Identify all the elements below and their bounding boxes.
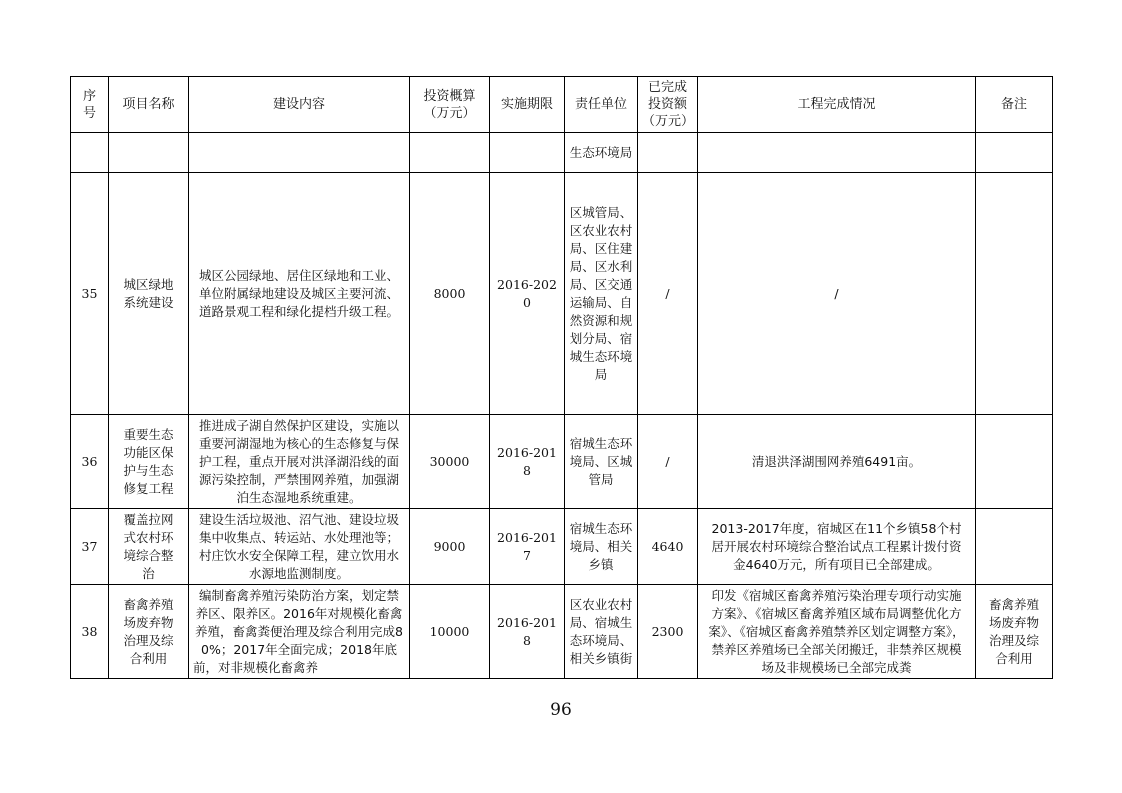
row-completed: 4640 [638, 509, 698, 585]
row-period [490, 133, 565, 173]
row-unit: 生态环境局 [565, 133, 638, 173]
table-row [71, 415, 1053, 509]
header-period: 实施期限 [490, 77, 565, 133]
row-completed: 2300 [638, 585, 698, 679]
table-header-row [71, 77, 1053, 133]
row-name [109, 133, 189, 173]
row-period: 2016-2020 [490, 173, 565, 415]
row-status: / [698, 173, 976, 415]
header-completed: 已完成 投资额 （万元） [638, 77, 698, 133]
row-content: 建设生活垃圾池、沼气池、建设垃圾集中收集点、转运站、水处理池等；村庄饮水安全保障工程，建立饮用水水源地监测制度。 [189, 509, 410, 585]
row-no: 37 [71, 509, 109, 585]
row-status: 印发《宿城区畜禽养殖污染治理专项行动实施方案》、《宿城区畜禽养殖区域布局调整优化方案》、《宿城区畜禽养殖禁养区划定调整方案》，禁养区养殖场已全部关闭搬迁，非禁养区规模场及非规模场已全部完成粪 [698, 585, 976, 679]
header-status: 工程完成情况 [698, 77, 976, 133]
row-status [698, 133, 976, 173]
project-table [70, 76, 1053, 679]
header-unit: 责任单位 [565, 77, 638, 133]
row-note [976, 509, 1053, 585]
row-investment [410, 133, 490, 173]
row-unit: 宿城生态环境局、区城管局 [565, 415, 638, 509]
row-unit: 区农业农村局、宿城生态环境局、相关乡镇街 [565, 585, 638, 679]
row-name: 覆盖拉网式农村环境综合整治 [109, 509, 189, 585]
row-investment: 30000 [410, 415, 490, 509]
row-no [71, 133, 109, 173]
row-investment: 8000 [410, 173, 490, 415]
row-status: 清退洪泽湖围网养殖6491亩。 [698, 415, 976, 509]
row-name: 城区绿地系统建设 [109, 173, 189, 415]
header-note: 备注 [976, 77, 1053, 133]
row-content: 编制畜禽养殖污染防治方案，划定禁养区、限养区。2016年对规模化畜禽养殖，畜禽粪便治理及综合利用完成80%；2017年全面完成；2018年底前，对非规模化畜禽养 [189, 585, 410, 679]
row-no: 35 [71, 173, 109, 415]
row-period: 2016-2018 [490, 415, 565, 509]
row-content [189, 133, 410, 173]
row-completed [638, 133, 698, 173]
row-name: 畜禽养殖场废弃物治理及综合利用 [109, 585, 189, 679]
row-content: 城区公园绿地、居住区绿地和工业、单位附属绿地建设及城区主要河流、道路景观工程和绿化提档升级工程。 [189, 173, 410, 415]
table-row [71, 585, 1053, 679]
row-note: 畜禽养殖场废弃物治理及综合利用 [976, 585, 1053, 679]
row-completed: / [638, 415, 698, 509]
header-no: 序号 [71, 77, 109, 133]
table-row [71, 509, 1053, 585]
row-period: 2016-2017 [490, 509, 565, 585]
row-investment: 10000 [410, 585, 490, 679]
row-content: 推进成子湖自然保护区建设，实施以重要河湖湿地为核心的生态修复与保护工程，重点开展对洪泽湖沿线的面源污染控制，严禁围网养殖，加强湖泊生态湿地系统重建。 [189, 415, 410, 509]
header-content: 建设内容 [189, 77, 410, 133]
row-note [976, 173, 1053, 415]
row-no: 38 [71, 585, 109, 679]
row-note [976, 133, 1053, 173]
table-row [71, 173, 1053, 415]
header-investment: 投资概算 （万元） [410, 77, 490, 133]
page-number: 96 [550, 700, 572, 720]
row-status: 2013-2017年度，宿城区在11个乡镇58个村居开展农村环境综合整治试点工程累计拨付资金4640万元，所有项目已全部建成。 [698, 509, 976, 585]
row-completed: / [638, 173, 698, 415]
row-investment: 9000 [410, 509, 490, 585]
row-unit: 区城管局、区农业农村局、区住建局、区水利局、区交通运输局、自然资源和规划分局、宿城生态环境局 [565, 173, 638, 415]
row-note [976, 415, 1053, 509]
row-no: 36 [71, 415, 109, 509]
row-name: 重要生态功能区保护与生态修复工程 [109, 415, 189, 509]
header-project-name: 项目名称 [109, 77, 189, 133]
row-unit: 宿城生态环境局、相关乡镇 [565, 509, 638, 585]
table-row [71, 133, 1053, 173]
row-period: 2016-2018 [490, 585, 565, 679]
